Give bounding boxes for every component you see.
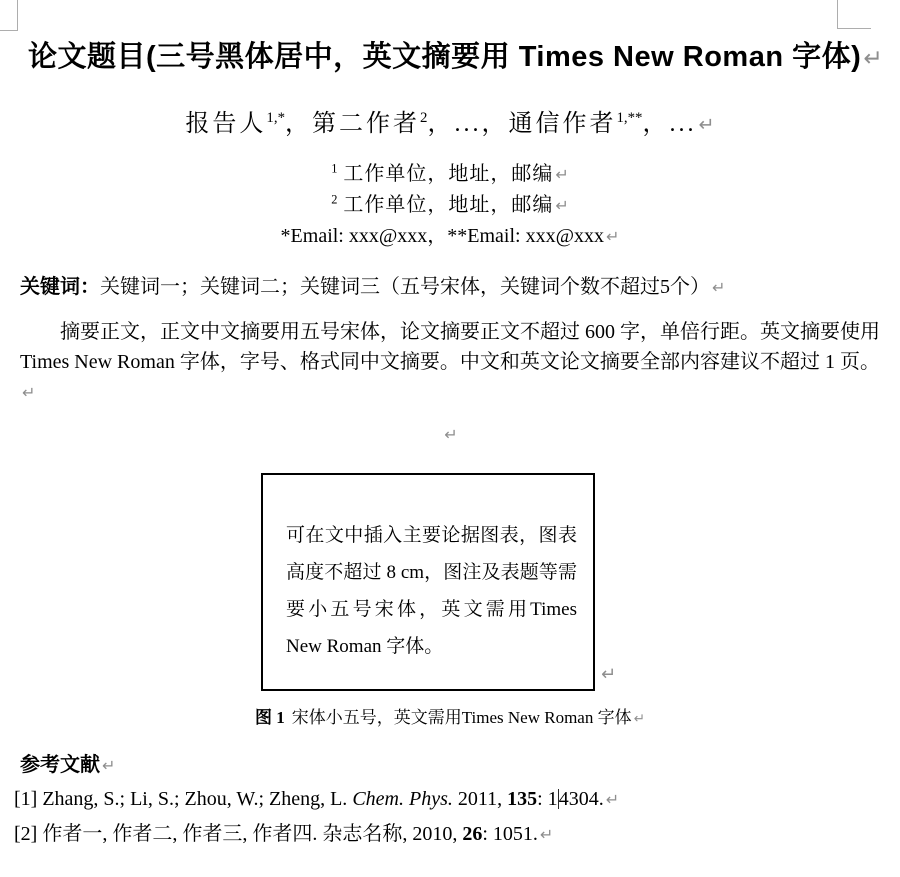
ref2-volume: 26 <box>462 823 483 845</box>
figure-caption-text: 宋体小五号，英文需用Times New Roman 字体 <box>291 708 632 727</box>
email-line <box>0 221 900 252</box>
author-separator-2: ，...， <box>427 111 509 137</box>
ref1-pages-before-cursor: : 1 <box>537 788 558 810</box>
paragraph-mark-icon: ↵ <box>712 278 726 297</box>
paragraph-mark-icon: ↵ <box>606 227 620 246</box>
abstract-text: 摘要正文，正文中文摘要用五号宋体，论文摘要正文不超过 600 字，单倍行距。英文摘要使用 Times New Roman 字体，字号、格式同中文摘要。中文和英文论文摘要全部内容建议不超过 1 页。 <box>20 321 880 373</box>
affiliation-1-text: 工作单位，地址，邮编 <box>343 163 554 185</box>
abstract-paragraph <box>20 317 880 408</box>
references-heading <box>20 751 880 780</box>
author-3-superscript: 1,** <box>616 110 643 126</box>
paragraph-mark-icon: ↵ <box>444 425 458 444</box>
paragraph-mark-icon: ↵ <box>539 825 554 844</box>
keywords-line <box>20 272 880 303</box>
paper-title <box>28 36 883 80</box>
figure-placeholder-box[interactable] <box>261 473 595 691</box>
empty-paragraph <box>0 422 900 447</box>
ref1-authors: [1] Zhang, S.; Li, S.; Zhou, W.; Zheng, L. <box>14 788 353 810</box>
authors-line <box>0 106 900 143</box>
reference-item-1 <box>14 784 886 815</box>
author-separator-1: ， <box>285 111 313 137</box>
paragraph-mark-icon: ↵ <box>555 196 569 215</box>
figure-area <box>0 473 900 691</box>
ref1-pages-after-cursor: 4304. <box>558 788 604 810</box>
paragraph-mark-icon: ↵ <box>555 165 569 184</box>
paragraph-mark-icon: ↵ <box>601 664 617 685</box>
email-text: *Email: xxx@xxx，**Email: xxx@xxx <box>280 225 605 247</box>
keywords-label: 关键词： <box>20 276 100 298</box>
ref1-journal: Chem. Phys. <box>352 788 453 810</box>
paragraph-mark-icon: ↵ <box>698 113 715 136</box>
author-2: 第二作者 <box>312 111 421 137</box>
author-1-superscript: 1,* <box>266 110 286 126</box>
ref1-volume: 135 <box>507 788 538 810</box>
ref2-pages: : 1051. <box>482 823 538 845</box>
author-2-superscript: 2 <box>420 110 428 126</box>
author-1: 报告人 <box>185 111 267 137</box>
affiliation-2-superscript: 2 <box>331 192 338 207</box>
author-separator-3: ，... <box>642 111 697 137</box>
figure-caption-label: 图 1 <box>255 708 285 727</box>
paragraph-mark-icon: ↵ <box>22 383 36 402</box>
references-heading-text: 参考文献 <box>20 754 100 776</box>
keywords-text: 关键词一；关键词二；关键词三（五号宋体，关键词个数不超过5个） <box>100 276 710 298</box>
affiliation-1-superscript: 1 <box>331 161 338 176</box>
author-3: 通信作者 <box>508 111 617 137</box>
paragraph-mark-icon: ↵ <box>605 790 620 809</box>
ref2-authors: [2] 作者一, 作者二, 作者三, 作者四. 杂志名称, 2010, <box>14 823 463 845</box>
ref1-year: 2011, <box>452 788 508 810</box>
paragraph-mark-icon: ↵ <box>102 756 116 775</box>
paragraph-mark-icon: ↵ <box>633 711 645 727</box>
figure-placeholder-text: 可在文中插入主要论据图表，图表高度不超过 8 cm，图注及表题等需要小五号宋体，英文需用Times New Roman 字体。 <box>286 525 577 657</box>
affiliation-2-text: 工作单位，地址，邮编 <box>343 194 554 216</box>
reference-item-2 <box>14 819 886 850</box>
text-boundary-corner-top-right <box>837 0 871 29</box>
text-boundary-corner-top-left <box>0 0 18 31</box>
figure-caption <box>0 706 900 731</box>
paragraph-mark-icon: ↵ <box>863 45 883 72</box>
paper-title-text: 论文题目(三号黑体居中，英文摘要用 Times New Roman 字体) <box>28 41 862 73</box>
affiliation-1 <box>0 159 900 190</box>
affiliation-2 <box>0 190 900 221</box>
